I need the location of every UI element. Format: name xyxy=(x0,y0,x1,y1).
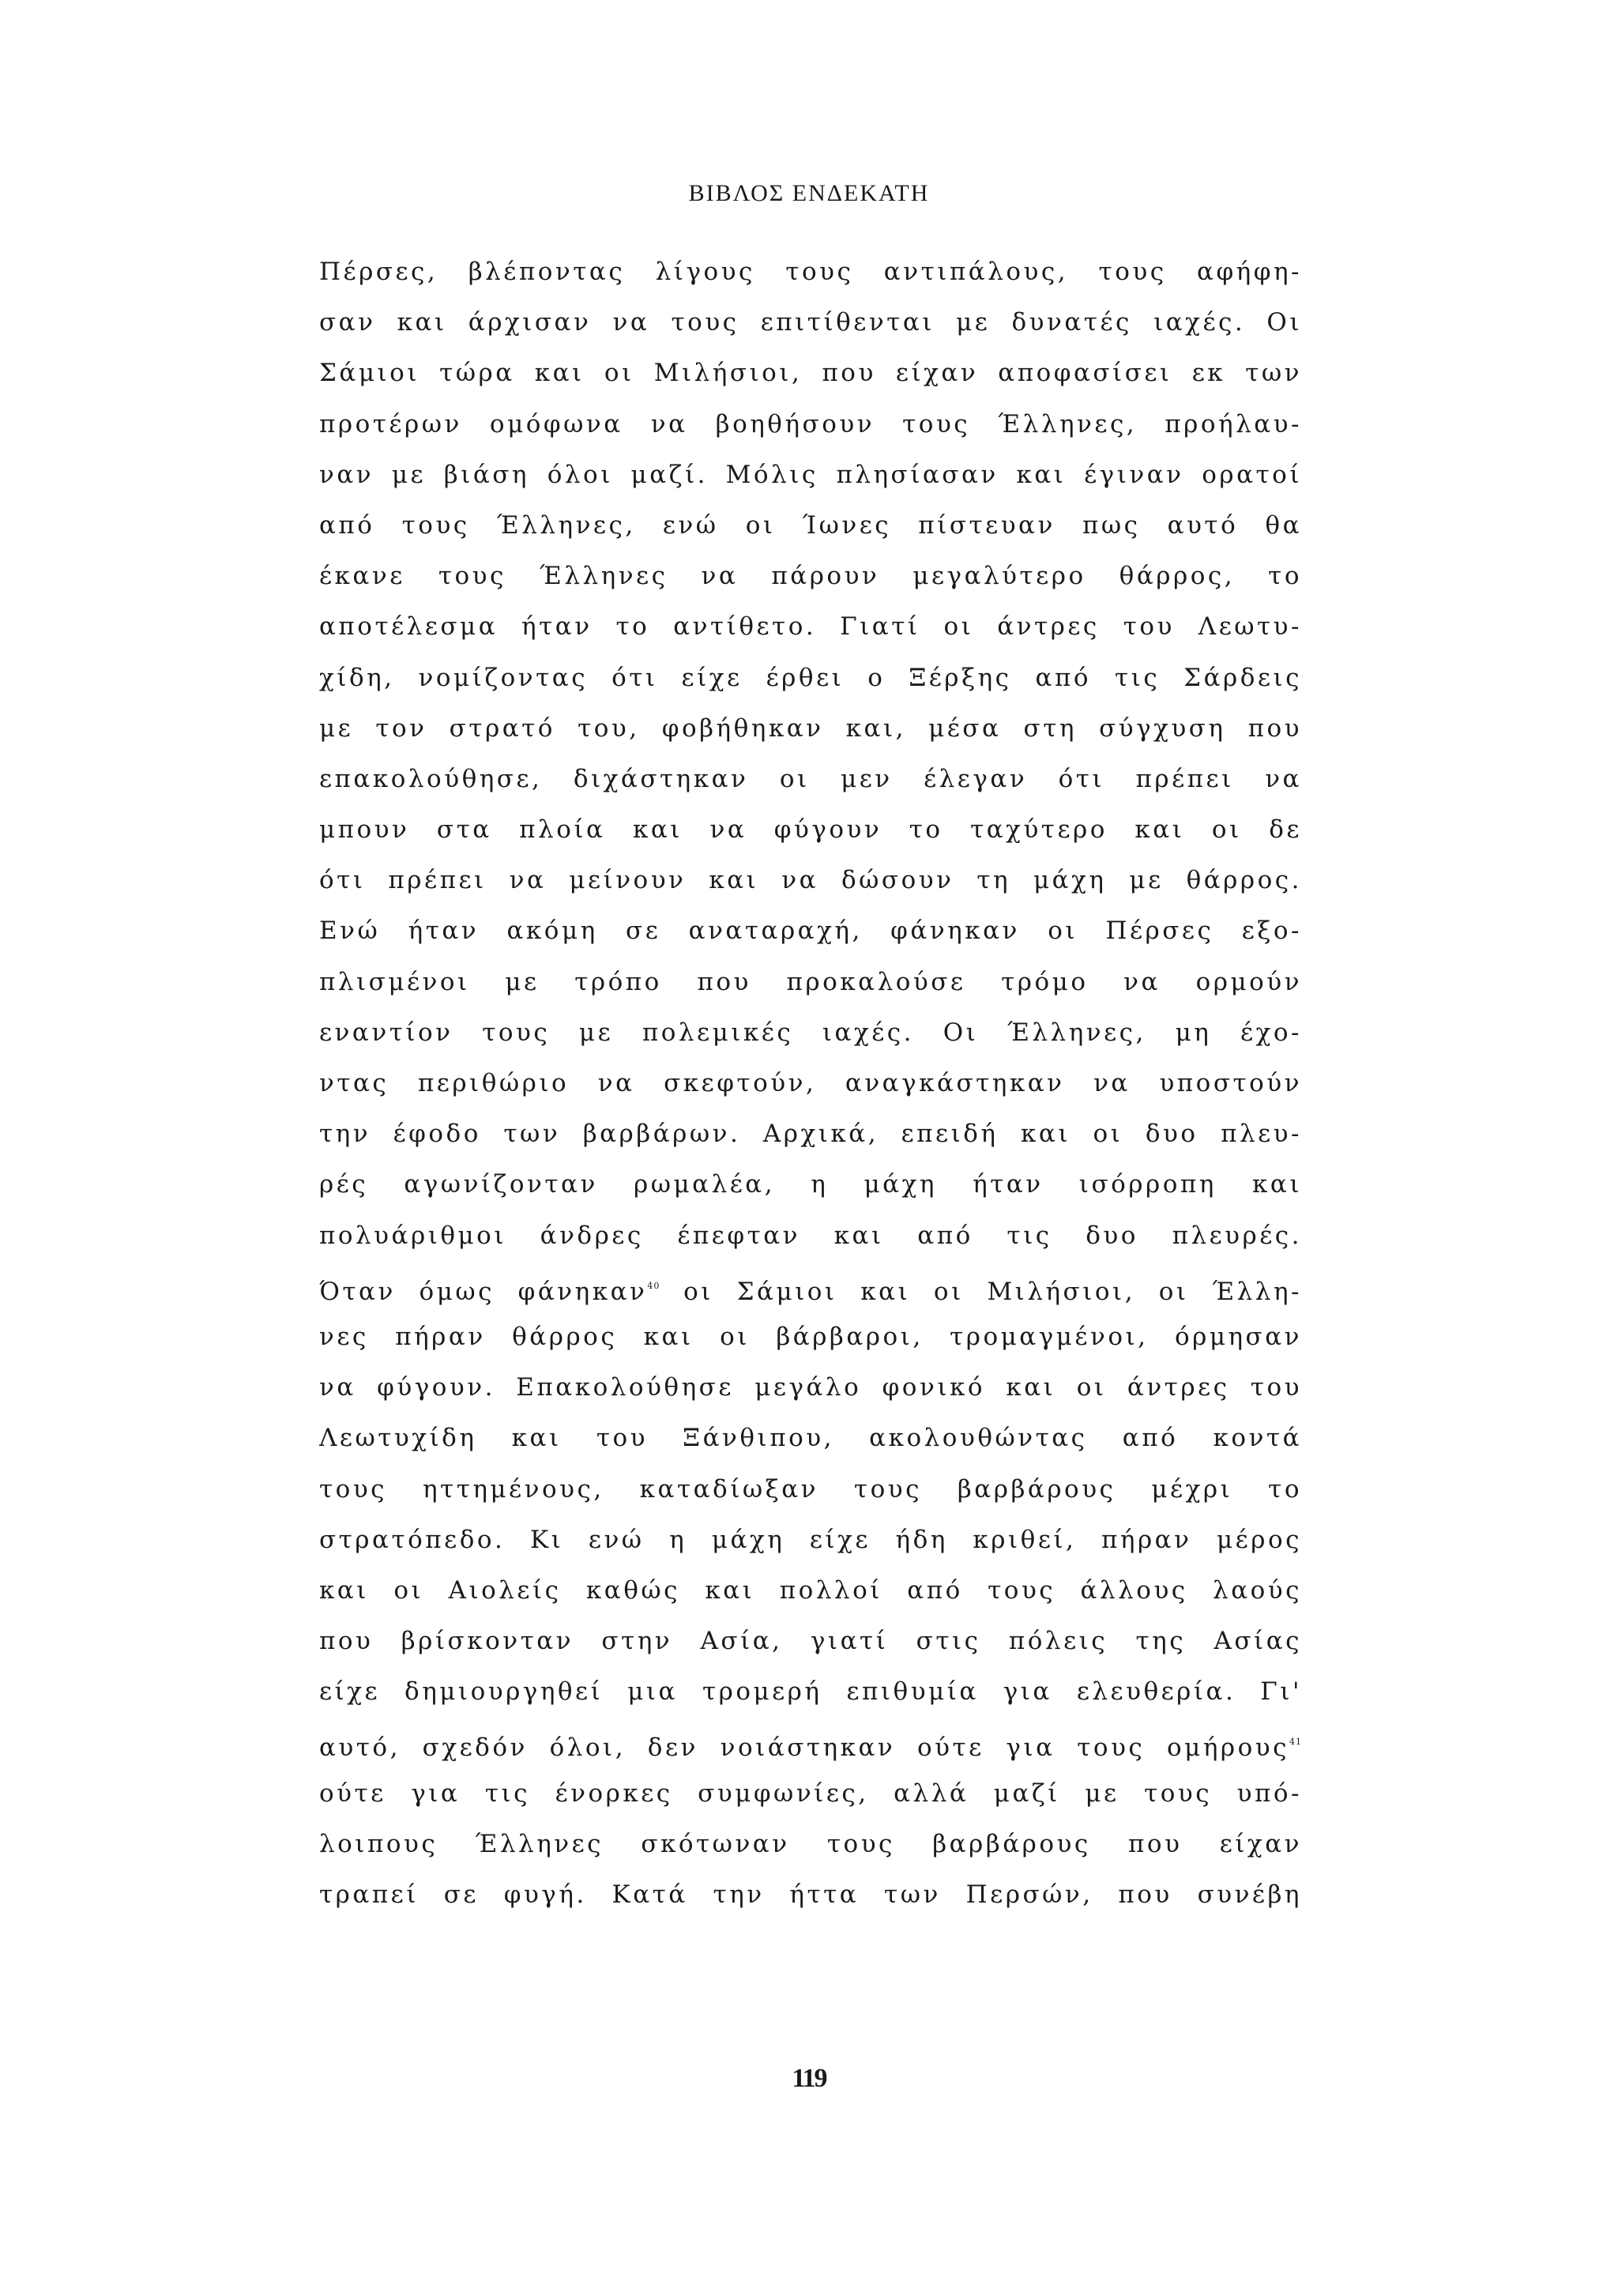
text-line-with-footnote-41 xyxy=(319,1717,1302,1767)
text-line: λοιπους Έλληνες σκότωναν τους βαρβάρους που είχαν xyxy=(319,1829,1302,1858)
text-line: προτέρων ομόφωνα να βοηθήσουν τους Έλληνες, προήλαυ- xyxy=(319,409,1302,438)
text-line: πλισμένοι με τρόπο που προκαλούσε τρόμο να ορμούν xyxy=(319,967,1302,996)
text-line: στρατόπεδο. Κι ενώ η μάχη είχε ήδη κριθεί, πήραν μέρος xyxy=(319,1525,1302,1554)
text-line: έκανε τους Έλληνες να πάρουν μεγαλύτερο θάρρος, το xyxy=(319,562,1302,591)
text-line: Ενώ ήταν ακόμη σε αναταραχή, φάνηκαν οι Πέρσες εξο- xyxy=(319,917,1302,946)
text-line: ναν με βιάση όλοι μαζί. Μόλις πλησίασαν και έγιναν ορατοί xyxy=(319,460,1302,489)
page-number: 119 xyxy=(792,2064,826,2093)
text-line: χίδη, νομίζοντας ότι είχε έρθει ο Ξέρξης από τις Σάρδεις xyxy=(319,663,1302,692)
text-line-with-footnote-40 xyxy=(319,1261,1302,1312)
text-line: ντας περιθώριο να σκεφτούν, αναγκάστηκαν να υποστούν xyxy=(319,1069,1302,1097)
text-line: αποτέλεσμα ήταν το αντίθετο. Γιατί οι άντρες του Λεωτυ- xyxy=(319,612,1302,642)
text-line: ότι πρέπει να μείνουν και να δώσουν τη μάχη με θάρρος. xyxy=(319,866,1302,895)
text-line: που βρίσκονταν στην Ασία, γιατί στις πόλεις της Ασίας xyxy=(319,1627,1302,1656)
text-line: Λεωτυχίδη και του Ξάνθιπου, ακολουθώντας από κοντά xyxy=(319,1424,1302,1453)
text-line: Πέρσες, βλέποντας λίγους τους αντιπάλους, τους αφήφη- xyxy=(319,258,1302,286)
text-line: με τον στρατό του, φοβήθηκαν και, μέσα στη σύγχυση που xyxy=(319,713,1302,743)
text-line: ρές αγωνίζονταν ρωμαλέα, η μάχη ήταν ισόρροπη και xyxy=(319,1170,1302,1199)
running-head: ΒΙΒΛΟΣ ΕΝΔΕΚΑΤΗ xyxy=(688,180,930,206)
text-line: επακολούθησε, διχάστηκαν οι μεν έλεγαν ότι πρέπει να xyxy=(319,764,1302,793)
text-line: και οι Αιολείς καθώς και πολλοί από τους άλλους λαούς xyxy=(319,1575,1302,1605)
text-segment: αυτό, σχεδόν όλοι, δεν νοιάστηκαν ούτε για τους ομήρους xyxy=(319,1733,1289,1763)
text-line: τους ηττημένους, καταδίωξαν τους βαρβάρους μέχρι το xyxy=(319,1474,1302,1504)
text-line: Σάμιοι τώρα και οι Μιλήσιοι, που είχαν αποφασίσει εκ των xyxy=(319,359,1302,388)
text-line: να φύγουν. Επακολούθησε μεγάλο φονικό και οι άντρες του xyxy=(319,1373,1302,1402)
text-line: τραπεί σε φυγή. Κατά την ήττα των Περσών, που συνέβη xyxy=(319,1880,1302,1909)
text-line: είχε δημιουργηθεί μια τρομερή επιθυμία για ελευθερία. Γι' xyxy=(319,1677,1302,1707)
text-line: ούτε για τις ένορκες συμφωνίες, αλλά μαζί με τους υπό- xyxy=(319,1778,1302,1808)
body-text xyxy=(319,247,1302,1920)
text-segment: οι Σάμιοι και οι Μιλήσιοι, οι Έλλη- xyxy=(660,1277,1302,1306)
text-line: την έφοδο των βαρβάρων. Αρχικά, επειδή και οι δυο πλευ- xyxy=(319,1120,1302,1149)
footnote-marker-41[interactable]: 41 xyxy=(1289,1737,1302,1748)
text-line: από τους Έλληνες, ενώ οι Ίωνες πίστευαν πως αυτό θα xyxy=(319,510,1302,540)
text-line: πολυάριθμοι άνδρες έπεφταν και από τις δυο πλευρές. xyxy=(319,1221,1302,1250)
footnote-marker-40[interactable]: 40 xyxy=(647,1280,660,1291)
text-segment: Όταν όμως φάνηκαν xyxy=(319,1277,648,1306)
text-line: εναντίον τους με πολεμικές ιαχές. Οι Έλληνες, μη έχο- xyxy=(319,1018,1302,1047)
text-line: σαν και άρχισαν να τους επιτίθενται με δυνατές ιαχές. Οι xyxy=(319,308,1302,337)
text-line: μπουν στα πλοία και να φύγουν το ταχύτερο και οι δε xyxy=(319,815,1302,845)
text-line: νες πήραν θάρρος και οι βάρβαροι, τρομαγμένοι, όρμησαν xyxy=(319,1322,1302,1351)
